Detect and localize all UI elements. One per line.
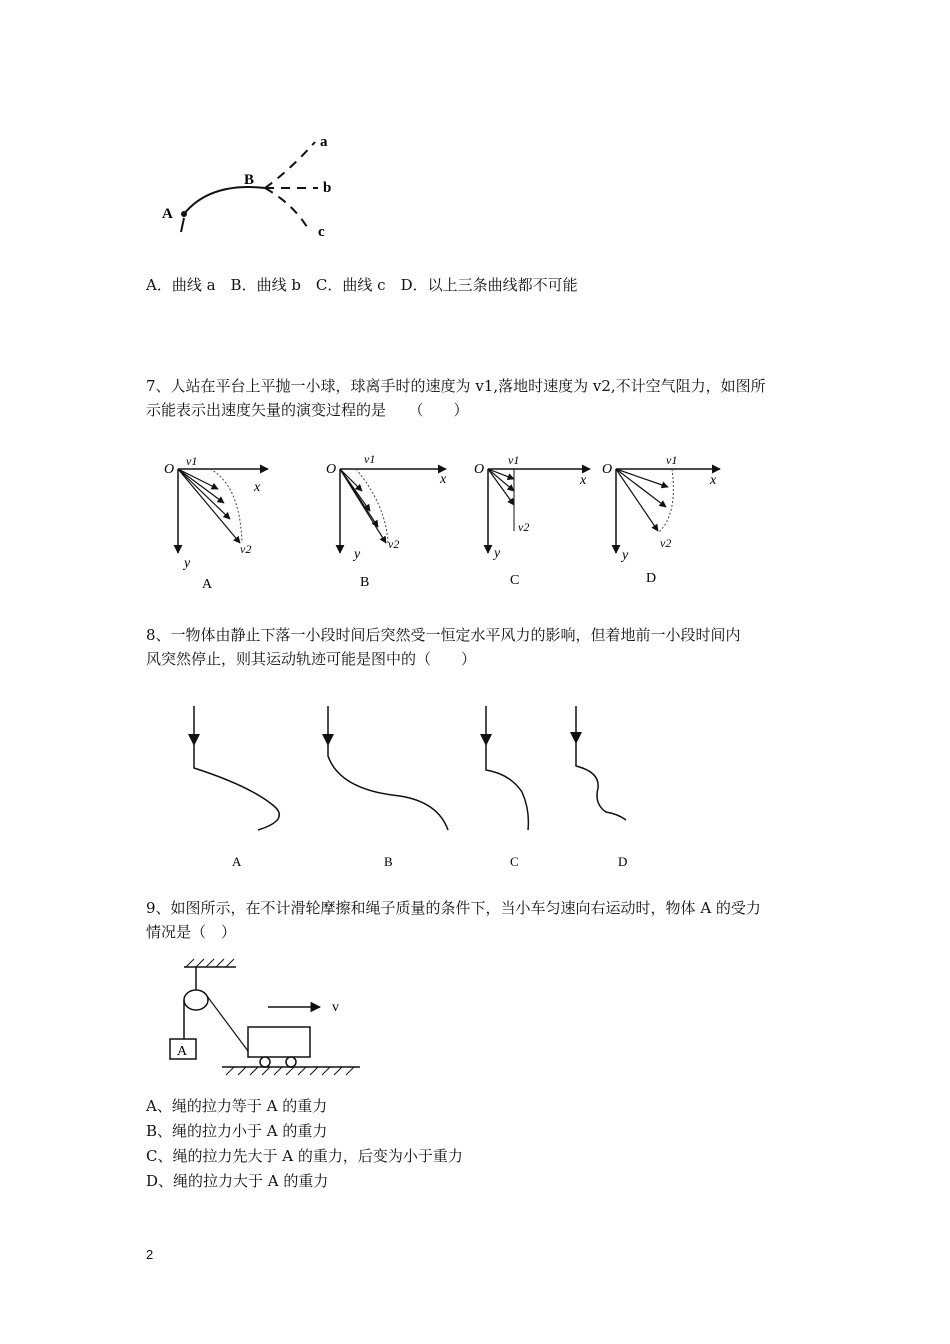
q7-d-label: D (646, 571, 657, 586)
q7-text-line2: 示能表示出速度矢量的演变过程的是 （ ） (146, 401, 469, 419)
q8-b-label: B (384, 854, 393, 869)
q7-c-x: x (580, 473, 587, 488)
q7-b-label: B (360, 575, 370, 590)
q7-text-line1: 7、人站在平台上平抛一小球，球离手时的速度为 v1,落地时速度为 v2,不计空气阻力，如图所 (146, 377, 766, 395)
page-number: 2 (146, 1247, 154, 1262)
point-a-dot (181, 211, 187, 217)
q7-a-x: x (254, 480, 261, 495)
q9-text-line2: 情况是（ ） (146, 923, 237, 941)
q7-c-v2: v2 (518, 520, 530, 534)
q9-pulley-figure (160, 955, 380, 1085)
q8-a-label: A (232, 854, 242, 869)
path-a-to-b (184, 187, 265, 214)
q7-d-x: x (710, 473, 717, 488)
q7-d-origin: O (602, 462, 613, 477)
q8-text-line1: 8、一物体由静止下落一小段时间后突然受一恒定水平风力的影响，但着地前一小段时间内 (146, 626, 741, 644)
q8-path-c (486, 706, 528, 869)
q9-option-c: C、绳的拉力先大于 A 的重力，后变为小于重力 (146, 1147, 463, 1165)
q9-option-a: A、绳的拉力等于 A 的重力 (146, 1097, 328, 1115)
q7-velocity-figure (150, 445, 750, 605)
q7-b-x: x (440, 472, 447, 487)
q7-a-v2: v2 (240, 542, 252, 556)
q7-panel-a (164, 454, 268, 592)
q6-curve-figure (140, 130, 350, 245)
q7-d-v1: v1 (666, 453, 678, 467)
q7-a-origin: O (164, 462, 175, 477)
q7-d-v2: v2 (660, 536, 672, 550)
q7-c-v1: v1 (508, 453, 520, 467)
q7-d-y: y (622, 548, 629, 563)
q8-path-a (194, 706, 279, 869)
q7-b-y: y (354, 547, 361, 562)
q7-b-origin: O (326, 462, 337, 477)
q8-c-label: C (510, 854, 519, 869)
curve-c (265, 188, 310, 232)
point-a-label: A (162, 206, 173, 222)
curve-a-label: a (320, 134, 328, 150)
curve-c-label: c (318, 224, 325, 240)
q8-path-b (328, 706, 448, 869)
q9-option-d: D、绳的拉力大于 A 的重力 (146, 1172, 329, 1190)
q8-trajectory-figure (170, 700, 670, 880)
q8-text-line2: 风突然停止，则其运动轨迹可能是图中的（ ） (146, 650, 477, 668)
q7-panel-c (474, 453, 590, 588)
q7-panel-b (326, 452, 447, 590)
q7-a-v1: v1 (186, 454, 198, 468)
q9-option-b: B、绳的拉力小于 A 的重力 (146, 1122, 328, 1140)
curve-b-label: b (323, 180, 332, 196)
q7-a-label: A (202, 577, 213, 592)
point-b-label: B (244, 172, 255, 188)
cart (248, 1027, 310, 1057)
q8-path-d (576, 706, 627, 869)
q7-panel-d (602, 453, 720, 586)
block-a-label: A (177, 1044, 188, 1059)
q9-text-line1: 9、如图所示，在不计滑轮摩擦和绳子质量的条件下，当小车匀速向右运动时，物体 A 的受力 (146, 899, 761, 917)
q7-a-y: y (184, 556, 191, 571)
q7-c-origin: O (474, 462, 485, 477)
q7-c-label: C (510, 573, 520, 588)
curve-a (265, 142, 315, 188)
q7-b-v2: v2 (388, 537, 400, 551)
velocity-label: v (332, 1000, 339, 1015)
q6-options: A．曲线 a B．曲线 b C．曲线 c D．以上三条曲线都不可能 (146, 276, 578, 294)
q8-d-label: D (618, 854, 628, 869)
q7-b-v1: v1 (364, 452, 376, 466)
q7-c-y: y (494, 546, 501, 561)
